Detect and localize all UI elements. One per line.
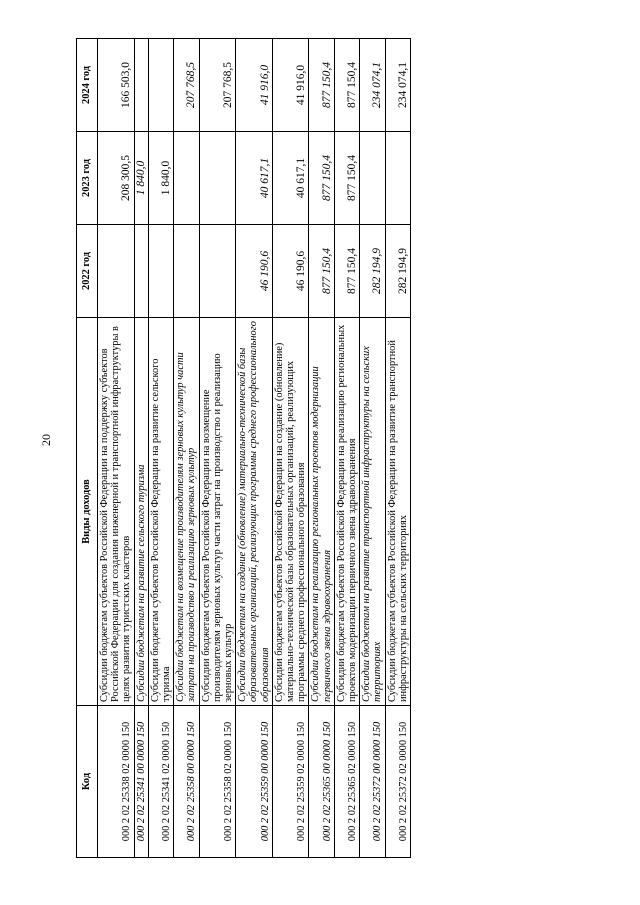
row-revenue-type: Субсидии бюджетам субъектов Российской Федерации на развитие транспортной инфраструктуры на сельских территориях <box>385 318 410 706</box>
row-code: 000 2 02 25338 02 0000 150 <box>98 706 135 858</box>
table-row <box>199 39 236 858</box>
row-value-2023 <box>360 132 385 225</box>
row-value-2023 <box>174 132 199 225</box>
header-2024: 2024 год <box>77 39 98 132</box>
row-value-2023: 40 617,1 <box>272 132 309 225</box>
row-value-2022 <box>98 225 135 318</box>
row-value-2023: 877 150,4 <box>309 132 334 225</box>
row-value-2024 <box>148 39 173 132</box>
row-value-2024: 41 916,0 <box>272 39 309 132</box>
row-revenue-type: Субсидии бюджетам на реализацию региональных проектов модернизации первичного звена здравоохранения <box>309 318 334 706</box>
row-value-2024: 41 916,0 <box>236 39 273 132</box>
row-code: 000 2 02 25341 02 0000 150 <box>148 706 173 858</box>
row-code: 000 2 02 25365 00 0000 150 <box>309 706 334 858</box>
row-revenue-type: Субсидии бюджетам на возмещение производителям зерновых культур части затрат на производство и реализацию зерновых культур <box>174 318 199 706</box>
table-row <box>334 39 359 858</box>
revenue-table <box>76 38 411 858</box>
row-value-2022: 282 194,9 <box>385 225 410 318</box>
row-revenue-type: Субсидии бюджетам субъектов Российской Федерации на развитие сельского туризма <box>148 318 173 706</box>
page-number: 20 <box>39 434 53 446</box>
row-value-2023: 877 150,4 <box>334 132 359 225</box>
row-value-2024: 207 768,5 <box>174 39 199 132</box>
row-value-2022: 46 190,6 <box>272 225 309 318</box>
header-2022: 2022 год <box>77 225 98 318</box>
row-value-2022 <box>199 225 236 318</box>
row-code: 000 2 02 25358 02 0000 150 <box>199 706 236 858</box>
row-revenue-type: Субсидии бюджетам субъектов Российской Федерации на возмещение производителям зерновых культур части затрат на производство и реализацию зерновых культур <box>199 318 236 706</box>
row-revenue-type: Субсидии бюджетам субъектов Российской Федерации на создание (обновление) материально-технической базы образовательных организаций, реализующих программы среднего профессионального образования <box>272 318 309 706</box>
row-revenue-type: Субсидии бюджетам субъектов Российской Федерации на поддержку субъектов Российской Федерации для создания инженерной и транспортной инфраструктуры в целях развития туристских кластеров <box>98 318 135 706</box>
table-row <box>236 39 273 858</box>
header-2023: 2023 год <box>77 132 98 225</box>
row-value-2023 <box>199 132 236 225</box>
table-row <box>98 39 135 858</box>
row-value-2024 <box>134 39 148 132</box>
row-code: 000 2 02 25359 00 0000 150 <box>236 706 273 858</box>
revenue-table-container <box>76 38 411 858</box>
table-body <box>98 39 411 858</box>
header-revenue-type: Виды доходов <box>77 318 98 706</box>
row-code: 000 2 02 25372 00 0000 150 <box>360 706 385 858</box>
row-revenue-type: Субсидии бюджетам на развитие сельского туризма <box>134 318 148 706</box>
row-revenue-type: Субсидии бюджетам субъектов Российской Федерации на реализацию региональных проектов модернизации первичного звена здравоохранения <box>334 318 359 706</box>
table-header-row <box>77 39 98 858</box>
table-row <box>134 39 148 858</box>
row-value-2022: 877 150,4 <box>334 225 359 318</box>
header-code: Код <box>77 706 98 858</box>
table-row <box>360 39 385 858</box>
row-value-2023: 208 300,5 <box>98 132 135 225</box>
table-row <box>148 39 173 858</box>
row-value-2023: 1 840,0 <box>148 132 173 225</box>
row-value-2023 <box>385 132 410 225</box>
row-value-2022: 46 190,6 <box>236 225 273 318</box>
row-code: 000 2 02 25341 00 0000 150 <box>134 706 148 858</box>
row-value-2024: 234 074,1 <box>385 39 410 132</box>
row-value-2022 <box>134 225 148 318</box>
table-row <box>385 39 410 858</box>
row-revenue-type: Субсидии бюджетам на развитие транспортной инфраструктуры на сельских территориях <box>360 318 385 706</box>
row-value-2022: 877 150,4 <box>309 225 334 318</box>
row-revenue-type: Субсидии бюджетам на создание (обновление) материально-технической базы образовательных организаций, реализующих программы среднего профессионального образования <box>236 318 273 706</box>
table-row <box>272 39 309 858</box>
row-value-2024: 207 768,5 <box>199 39 236 132</box>
row-value-2024: 877 150,4 <box>309 39 334 132</box>
row-value-2023: 40 617,1 <box>236 132 273 225</box>
row-value-2024: 877 150,4 <box>334 39 359 132</box>
row-code: 000 2 02 25372 02 0000 150 <box>385 706 410 858</box>
row-value-2024: 234 074,1 <box>360 39 385 132</box>
row-value-2022 <box>174 225 199 318</box>
row-code: 000 2 02 25365 02 0000 150 <box>334 706 359 858</box>
row-value-2022 <box>148 225 173 318</box>
row-code: 000 2 02 25358 00 0000 150 <box>174 706 199 858</box>
row-value-2023: 1 840,0 <box>134 132 148 225</box>
row-value-2022: 282 194,9 <box>360 225 385 318</box>
table-row <box>174 39 199 858</box>
row-code: 000 2 02 25359 02 0000 150 <box>272 706 309 858</box>
row-value-2024: 166 503,0 <box>98 39 135 132</box>
table-row <box>309 39 334 858</box>
